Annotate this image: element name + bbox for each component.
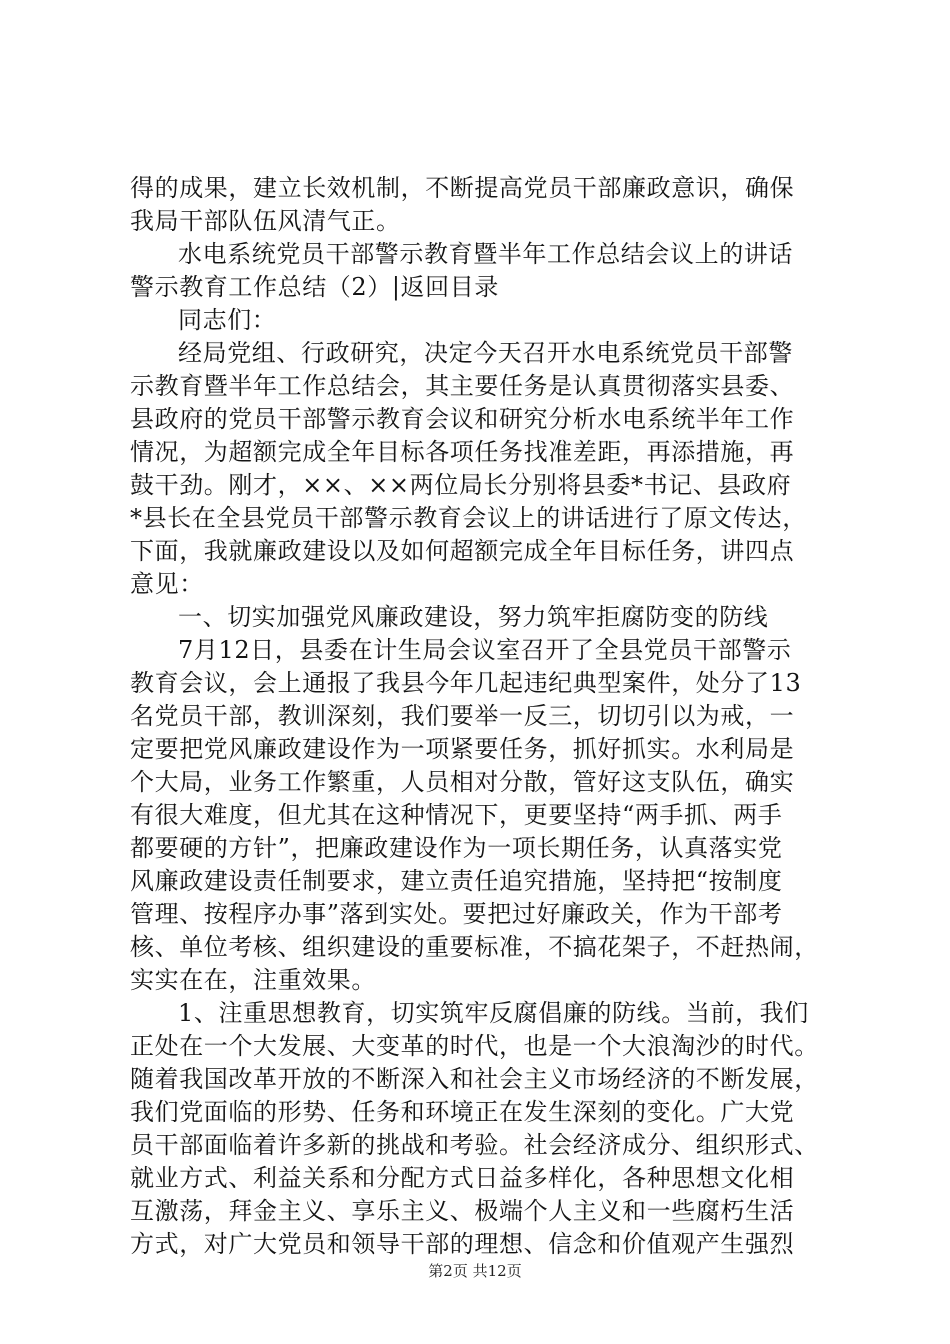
text-line: 鼓干劲。刚才，××、××两位局长分别将县委*书记、县政府 <box>130 471 792 499</box>
text-line: 经局党组、行政研究，决定今天召开水电系统党员干部警 <box>178 339 793 367</box>
text-line: 情况，为超额完成全年目标各项任务找准差距，再添措施，再 <box>130 438 795 466</box>
text-line: 警示教育工作总结（2）|返回目录 <box>130 273 499 301</box>
page-footer: 第2页 共12页 <box>428 1262 522 1280</box>
text-line: 有很大难度，但尤其在这种情况下，更要坚持“两手抓、两手 <box>130 801 783 829</box>
text-line: 就业方式、利益关系和分配方式日益多样化，各种思想文化相 <box>130 1164 795 1192</box>
text-line: 正处在一个大发展、大变革的时代，也是一个大浪淘沙的时代。 <box>130 1032 819 1060</box>
text-line: 我局干部队伍风清气正。 <box>130 207 401 235</box>
text-line: 实实在在，注重效果。 <box>130 966 376 994</box>
text-line: 1、注重思想教育，切实筑牢反腐倡廉的防线。当前，我们 <box>178 999 809 1027</box>
text-line: 县政府的党员干部警示教育会议和研究分析水电系统半年工作 <box>130 405 795 433</box>
text-line: 名党员干部，教训深刻，我们要举一反三，切切引以为戒，一 <box>130 702 795 730</box>
text-line: 下面，我就廉政建设以及如何超额完成全年目标任务，讲四点 <box>130 537 795 565</box>
text-line: 7月12日，县委在计生局会议室召开了全县党员干部警示 <box>178 636 792 664</box>
text-line: 教育会议，会上通报了我县今年几起违纪典型案件，处分了13 <box>130 669 802 697</box>
text-line: 互激荡，拜金主义、享乐主义、极端个人主义和一些腐朽生活 <box>130 1197 795 1225</box>
text-line: 核、单位考核、组织建设的重要标准，不搞花架子，不赶热闹， <box>130 933 819 961</box>
text-line: 定要把党风廉政建设作为一项紧要任务，抓好抓实。水利局是 <box>130 735 795 763</box>
text-line: 我们党面临的形势、任务和环境正在发生深刻的变化。广大党 <box>130 1098 795 1126</box>
text-line: 员干部面临着许多新的挑战和考验。社会经济成分、组织形式、 <box>130 1131 819 1159</box>
text-line: 随着我国改革开放的不断深入和社会主义市场经济的不断发展， <box>130 1065 819 1093</box>
text-line: 风廉政建设责任制要求，建立责任追究措施，坚持把“按制度 <box>130 867 783 895</box>
text-line: 示教育暨半年工作总结会，其主要任务是认真贯彻落实县委、 <box>130 372 795 400</box>
text-line: 得的成果，建立长效机制，不断提高党员干部廉政意识，确保 <box>130 174 795 202</box>
text-line: 都要硬的方针”，把廉政建设作为一项长期任务，认真落实党 <box>130 834 783 862</box>
text-line: 一、切实加强党风廉政建设，努力筑牢拒腐防变的防线 <box>178 603 769 631</box>
text-line: 方式，对广大党员和领导干部的理想、信念和价值观产生强烈 <box>130 1230 795 1258</box>
text-line: 水电系统党员干部警示教育暨半年工作总结会议上的讲话 <box>178 240 793 268</box>
document-body <box>130 172 830 1261</box>
text-line: 意见： <box>130 570 204 598</box>
text-line: 管理、按程序办事”落到实处。要把过好廉政关，作为干部考 <box>130 900 783 928</box>
text-line: *县长在全县党员干部警示教育会议上的讲话进行了原文传达， <box>130 504 807 532</box>
text-line: 同志们： <box>178 306 277 334</box>
text-line: 个大局，业务工作繁重，人员相对分散，管好这支队伍，确实 <box>130 768 795 796</box>
